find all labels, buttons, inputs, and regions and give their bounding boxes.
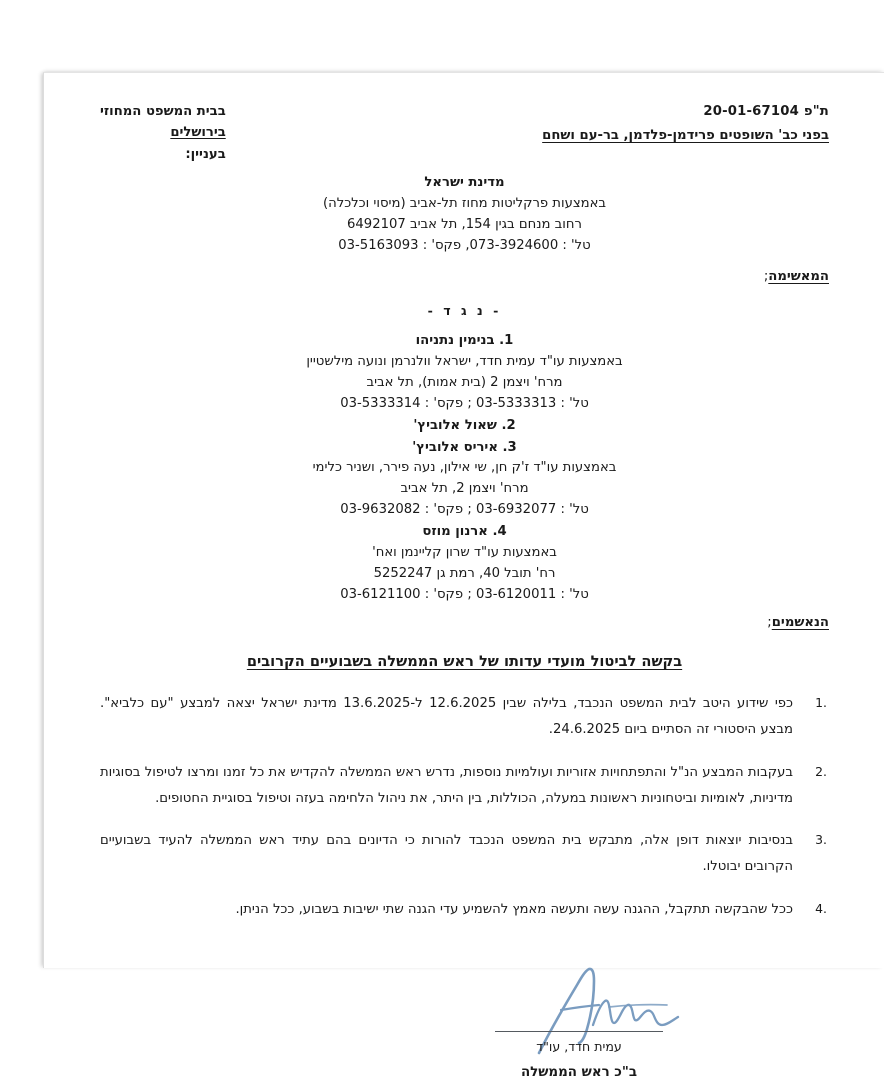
claim-1-text: כפי שידוע היטב לבית המשפט הנכבד, בלילה שבין 12.6.2025 ל-13.6.2025 מדינת ישראל יצאה למבצע "עם כלביא". מבצע היסטורי זה הסתיים ביום 24.6.2025. <box>100 696 793 738</box>
prosecution-side-label-row <box>100 267 829 288</box>
prosecution-name: מדינת ישראל <box>424 175 505 191</box>
defendant-1-line-3: טל' : 03-5333313 ; פקס' : 03-5333314 <box>340 395 589 411</box>
claim-4-number: 4. <box>815 900 827 916</box>
court-identification-block <box>100 101 226 165</box>
defendant-1-number: 1. <box>499 333 514 349</box>
prosecution-line-1: באמצעות פרקליטות מחוז תל-אביב (מיסוי וכלכלה) <box>322 195 607 211</box>
document-body <box>44 73 884 1087</box>
case-number-block <box>542 101 829 147</box>
defendant-3-number: 3. <box>502 439 517 455</box>
defendant-4-line-3: טל' : 03-6120011 ; פקס' : 03-6121100 <box>340 586 589 602</box>
document-page-sheet <box>43 72 884 1081</box>
defendants-side-label: הנאשמים <box>771 615 829 631</box>
versus-separator: - נ ג ד - <box>427 303 502 319</box>
matter-label: בעניין: <box>185 146 226 162</box>
claim-2-number: 2. <box>815 763 827 779</box>
page-title: בקשה לביטול מועדי עדותו של ראש הממשלה בשבועיים הקרובים <box>246 653 683 671</box>
defendant-4-line-2: רח' תובל 40, רמת גן 5252247 <box>373 565 556 581</box>
defendant-4-number: 4. <box>492 524 507 540</box>
defendant-2-name-line <box>100 416 829 437</box>
signatory-name: עמית חדד, עו"ד <box>536 1038 622 1054</box>
court-name: בבית המשפט המחוזי <box>100 104 226 119</box>
prosecution-side-label: המאשימה <box>768 268 829 284</box>
defendant-3-line-1: באמצעות עו"ד ז'ק חן, שי אילון, נעה פירר, ושניר כלימי <box>312 460 617 476</box>
claim-item-3 <box>100 828 829 879</box>
claim-1-number: 1. <box>815 695 827 711</box>
claim-4-text: ככל שהבקשה תתקבל, ההגנה עשה ותעשה מאמץ להשמיע עדי הגנה שתי ישיבות בשבוע, ככל הניתן. <box>235 901 793 917</box>
defendant-3-line-3: טל' : 03-6932077 ; פקס' : 03-9632082 <box>340 502 589 518</box>
defendant-3-line-2: מרח' ויצמן 2, תל אביב <box>400 481 529 497</box>
signature-rule <box>495 1031 663 1032</box>
defendant-4-name: ארנון מוזס <box>422 524 488 540</box>
defendant-3-name-line <box>100 438 829 459</box>
defendant-2-name: שאול אלוביץ' <box>413 417 497 433</box>
judicial-panel: בפני כב' השופטים פרידמן-פלדמן, בר-עם ושחם <box>542 128 829 144</box>
case-number: ת"פ 20-01-67104 <box>703 104 829 119</box>
defendant-2-number: 2. <box>501 417 516 433</box>
defendant-1-line-2: מרח' ויצמן 2 (בית אמות), תל אביב <box>366 375 563 391</box>
defendant-4-line-1: באמצעות עו"ד שרון קליינמן ואח' <box>372 544 557 560</box>
defendant-2 <box>100 416 829 437</box>
claims-list <box>100 691 829 922</box>
defendants-side-label-suffix: ; <box>767 615 772 631</box>
defendant-1-name: בנימין נתניהו <box>415 333 495 349</box>
signature-area <box>100 969 829 1087</box>
claim-2-text: בעקבות המבצע הנ"ל והתפתחויות אזוריות ועולמיות נוספות, נדרש ראש הממשלה להקדיש את כל זמנו ומרצו לטיפול בסוגיות מדיניות, לאומיות וביטחוניות ראשונות במעלה, הכוללות, בין היתר, את ניהול הלחימה בעזה וטיפול בסוגיית החטופים. <box>100 764 793 806</box>
prosecution-line-2: רחוב מנחם בגין 154, תל אביב 6492107 <box>347 216 582 232</box>
defendant-3 <box>100 438 829 521</box>
defendant-4-name-line <box>100 522 829 543</box>
claim-item-1 <box>100 691 829 742</box>
prosecution-side-label-suffix: ; <box>763 268 769 284</box>
claim-item-4 <box>100 897 829 923</box>
prosecution-line-3: טל' : 073-3924600, פקס' : 03-5163093 <box>338 237 591 253</box>
defendant-4 <box>100 522 829 605</box>
document-header <box>100 101 829 165</box>
defendants-side-label-row <box>100 613 829 634</box>
signature-caption-block <box>479 969 679 1084</box>
defendant-3-name: איריס אלוביץ' <box>412 439 498 455</box>
defendant-1 <box>100 331 829 414</box>
prosecution-block <box>100 173 829 256</box>
court-city: בירושלים <box>170 125 226 141</box>
defendant-1-line-1: באמצעות עו"ד עמית חדד, ישראל וולנרמן ונועה מילשטיין <box>306 354 623 370</box>
claim-item-2 <box>100 760 829 811</box>
claim-3-text: בנסיבות יוצאות דופן אלה, מתבקש בית המשפט הנכבד להורות כי הדיונים בהם עתיד ראש הממשלה להעיד בשבועיים הקרובים יבוטלו. <box>100 833 793 875</box>
claim-3-number: 3. <box>815 832 827 848</box>
signatory-role: ב"כ ראש הממשלה <box>520 1065 638 1081</box>
defendant-1-name-line <box>100 331 829 352</box>
